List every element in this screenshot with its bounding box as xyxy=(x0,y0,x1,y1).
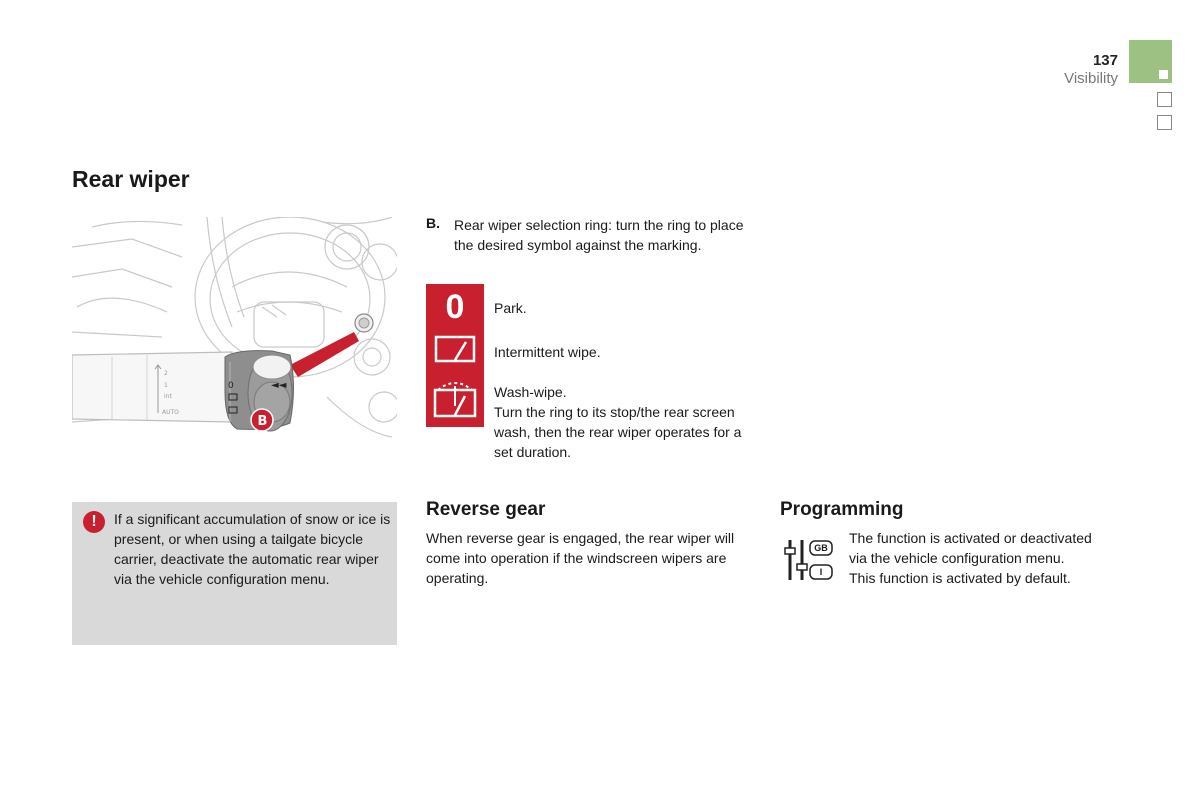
chapter-tab[interactable] xyxy=(1129,40,1172,83)
callout-b-label: B xyxy=(257,414,268,429)
programming-heading: Programming xyxy=(780,499,904,520)
wash-wipe-text: Turn the ring to its stop/the rear screen wash, then the rear wiper operates for a set duration. xyxy=(494,404,742,460)
warning-box xyxy=(72,502,397,645)
configuration-menu-icon xyxy=(784,538,836,582)
ring-label-letter: B. xyxy=(426,215,440,231)
wash-wipe-icon xyxy=(432,376,478,422)
intermittent-label: Intermittent wipe. xyxy=(494,344,601,360)
stalk-auto-text: AUTO xyxy=(162,409,179,416)
ring-description: Rear wiper selection ring: turn the ring to place the desired symbol against the marking. xyxy=(454,217,744,253)
wash-wipe-block xyxy=(494,382,744,462)
warning-icon: ! xyxy=(83,511,105,533)
svg-text:1: 1 xyxy=(164,382,168,389)
reverse-gear-heading: Reverse gear xyxy=(426,499,546,520)
reverse-gear-text: When reverse gear is engaged, the rear wiper will come into operation if the windscreen wipers are operating. xyxy=(426,530,735,586)
nav-box-3[interactable] xyxy=(1157,115,1172,130)
park-symbol-icon: 0 xyxy=(445,288,465,326)
programming-text-1: The function is activated or deactivated via the vehicle configuration menu. xyxy=(849,530,1092,566)
nav-box-2[interactable] xyxy=(1157,92,1172,107)
current-page-marker xyxy=(1159,70,1168,79)
park-label: Park. xyxy=(494,300,527,316)
programming-text xyxy=(849,528,1109,588)
svg-text:0: 0 xyxy=(228,381,234,391)
svg-text:int: int xyxy=(164,393,172,400)
warning-text: If a significant accumulation of snow or ice is present, or when using a tailgate bicycle carrier, deactivate the automatic rear wiper via the vehicle configuration menu. xyxy=(114,511,391,587)
icon-label-gb: GB xyxy=(814,543,828,553)
programming-text-2: This function is activated by default. xyxy=(849,570,1071,586)
ring-symbol: ◄◄ xyxy=(271,380,287,391)
page-title: Rear wiper xyxy=(72,166,190,192)
icon-label-i: I xyxy=(819,567,823,577)
svg-text:2: 2 xyxy=(164,370,168,377)
wash-wipe-title: Wash-wipe. xyxy=(494,384,567,400)
wiper-stalk-illustration xyxy=(72,217,397,445)
section-label: Visibility xyxy=(1064,70,1118,87)
wiper-symbol-panel xyxy=(426,284,484,427)
intermittent-wipe-icon xyxy=(434,335,476,365)
page-number: 137 xyxy=(1092,52,1118,69)
